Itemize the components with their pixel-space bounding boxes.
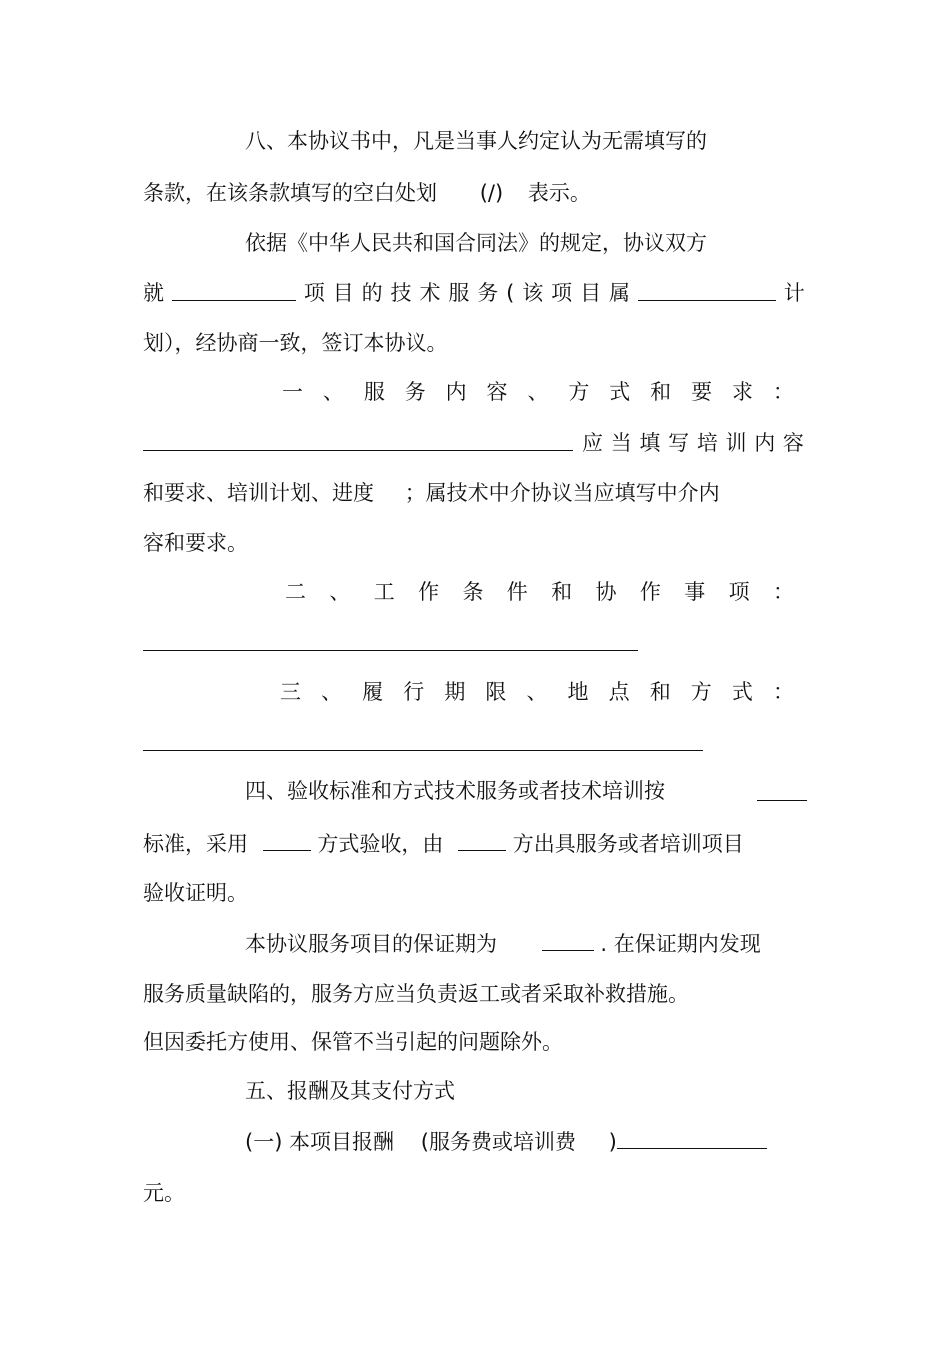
clause-8-text-a: 条款，在该条款填写的空白处划 [143,181,437,205]
heading-char: 式 [609,380,631,404]
section-1-line-3 [143,478,720,508]
warranty-line-2 [143,979,689,1009]
section-1-line-4 [143,528,248,558]
heading-char: 务 [404,380,426,404]
heading-char: 服 [363,380,385,404]
heading-char: 地 [567,680,589,704]
section-5-title: 五、报酬及其支付方式 [245,1079,455,1103]
text-char: 内 [754,431,776,455]
warranty-text-b: . 在保证期内发现 [600,932,761,956]
clause-8-text: 八、本协议书中，凡是当事人约定认为无需填写的 [245,129,707,153]
intro-char: 就 [143,281,164,305]
heading-char: 、 [527,380,549,404]
section-5-heading [245,1076,455,1106]
project-name-blank[interactable] [172,278,296,301]
heading-char: 求 [731,380,753,404]
heading-char: 协 [595,580,617,604]
section-1-fill-line[interactable] [143,450,573,451]
warranty-line-3 [143,1027,563,1057]
warranty-line-1 [245,928,761,959]
intro-char: 计 [783,281,805,305]
intro-char: 服 [448,281,470,305]
heading-char: 、 [321,680,343,704]
heading-char: ： [772,580,794,604]
heading-char: 、 [526,680,548,704]
heading-char: 工 [373,580,395,604]
item-1-text-c: ) [608,1130,617,1154]
heading-char: 、 [322,380,344,404]
intro-char: 务 [477,281,499,305]
section-4-text-3: 验收证明。 [143,881,248,905]
section-1-heading [282,377,794,407]
heading-char: 方 [568,380,590,404]
heading-char: 式 [731,680,753,704]
section-4-line-1 [245,776,665,806]
clause-8-text-c: 表示。 [527,181,591,205]
clause-8-slash-mark: (/) [479,181,504,205]
section-2-heading [285,577,794,607]
intro-char: 该 [522,281,544,305]
clause-8-line-1 [245,126,707,156]
heading-char: 一 [282,380,303,404]
section-2-fill-line[interactable] [143,650,638,651]
section-5-item-1 [245,1126,767,1157]
heading-char: 事 [684,580,706,604]
intro-line-1 [245,228,707,258]
intro-line-2 [143,278,805,308]
intro-char: 目 [332,281,354,305]
heading-char: 作 [418,580,440,604]
warranty-text-a: 本协议服务项目的保证期为 [245,932,497,956]
intro-char: 项 [303,281,325,305]
heading-char: 要 [691,380,713,404]
warranty-text-3: 但因委托方使用、保管不当引起的问题除外。 [143,1030,563,1054]
plan-name-blank[interactable] [638,278,776,301]
section-3-fill-line[interactable] [143,750,703,751]
heading-char: 件 [506,580,528,604]
heading-char: 作 [639,580,661,604]
section-1-text-a: 和要求、培训计划、进度 [143,481,374,505]
fee-amount-blank[interactable] [617,1126,767,1149]
intro-char: 技 [390,281,412,305]
intro-char: 术 [419,281,441,305]
heading-char: 和 [649,680,671,704]
section-4-text-a: 标准，采用 [143,832,248,856]
text-char: 填 [639,431,661,455]
heading-char: 容 [486,380,508,404]
warranty-period-blank[interactable] [542,928,594,951]
heading-char: 期 [444,680,466,704]
text-char: 写 [668,431,690,455]
heading-char: ： [772,380,794,404]
heading-char: 方 [690,680,712,704]
section-4-line-3 [143,878,248,908]
intro-char: 项 [551,281,573,305]
party-blank[interactable] [458,828,506,851]
section-3-heading [280,677,794,707]
intro-line-3 [143,328,448,358]
heading-char: ： [772,680,794,704]
heading-char: 点 [608,680,630,704]
clause-8-line-2 [143,178,591,208]
text-char: 培 [696,431,718,455]
intro-char: ( [506,281,515,305]
section-1-text-b: ；属技术中介协议当应填写中介内 [404,481,720,505]
heading-char: 和 [650,380,672,404]
intro-char: 属 [608,281,630,305]
text-char: 训 [725,431,747,455]
text-char: 应 [582,431,603,455]
intro-char: 的 [361,281,383,305]
heading-char: 、 [329,580,351,604]
item-1-text-a: (一) 本项目报酬 [245,1130,395,1154]
text-char: 容 [782,431,804,455]
heading-char: 内 [445,380,467,404]
method-blank[interactable] [263,828,311,851]
heading-char: 限 [485,680,507,704]
heading-char: 条 [462,580,484,604]
section-5-item-1-unit [143,1178,185,1208]
section-1-line-2 [582,428,804,458]
heading-char: 履 [362,680,384,704]
section-4-text-b: 方式验收，由 [317,832,444,856]
intro-text-3: 划），经协商一致，签订本协议。 [143,331,448,355]
text-char: 当 [610,431,632,455]
fee-unit: 元。 [143,1181,185,1205]
intro-text: 依据《中华人民共和国合同法》的规定，协议双方 [245,231,707,255]
heading-char: 行 [403,680,425,704]
section-4-text-c: 方出具服务或者培训项目 [512,832,744,856]
standard-blank[interactable] [757,800,807,801]
warranty-text-2: 服务质量缺陷的，服务方应当负责返工或者采取补救措施。 [143,982,689,1006]
section-4-line-2 [143,828,744,859]
heading-char: 三 [280,680,301,704]
item-1-text-b: (服务费或培训费 [420,1130,576,1154]
intro-char: 目 [580,281,602,305]
section-4-text: 四、验收标准和方式技术服务或者技术培训按 [245,779,665,803]
section-1-text-4: 容和要求。 [143,531,248,555]
heading-char: 项 [728,580,750,604]
heading-char: 二 [285,580,306,604]
heading-char: 和 [551,580,573,604]
